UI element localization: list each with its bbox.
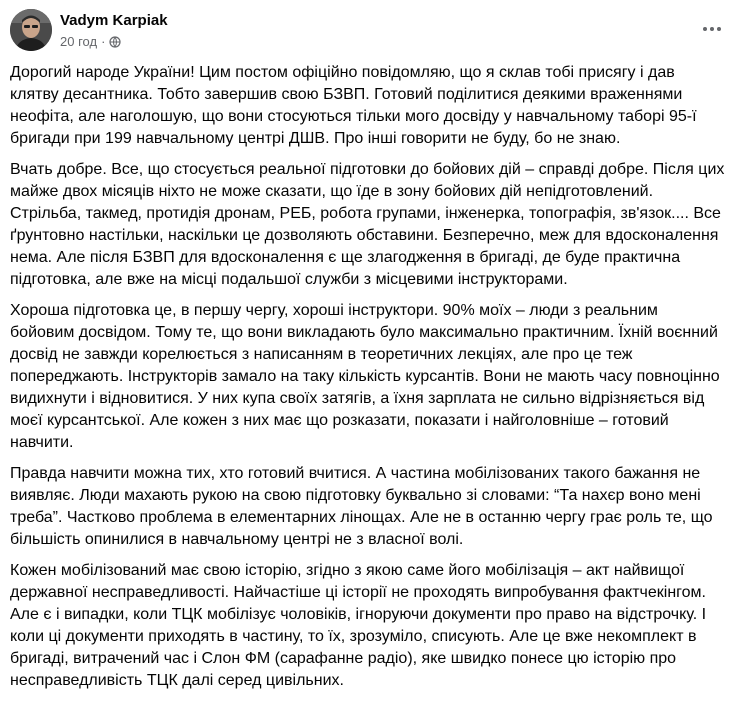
more-options-button[interactable]: [698, 15, 726, 43]
meta-separator: ·: [101, 34, 106, 49]
globe-icon[interactable]: [109, 36, 121, 48]
author-name-link[interactable]: Vadym Karpiak: [60, 12, 168, 29]
post-paragraph: Правда навчити можна тих, хто готовий вчитися. А частина мобілізованих такого бажання не виявляє. Люди махають рукою на свою підготовку буквально зі словами: “Та нахєр воно мені треба”. Частково проблема в елементарних лінощах. Але не в останню чергу грає роль те, що більшість опинилися в навчальному центрі не з власної волі.: [10, 465, 713, 548]
post-timestamp[interactable]: 20 год: [60, 34, 98, 49]
post-header: [10, 9, 730, 55]
avatar[interactable]: [10, 9, 52, 51]
post-body: [10, 62, 726, 701]
post-paragraph: Вчать добре. Все, що стосується реальної підготовки до бойових дій – справді добре. Після цих майже двох місяців ніхто не може сказати, що їде в зону бойових дій непідготовлений. Стрільба, такмед, протидія дронам, РЕБ, робота групами, інженерка, топографія, зв'язок.... Все ґрунтовно настільки, наскільки це дозволяють обставини. Безперечно, меж для вдосконалення нема. Але після БЗВП для вдосконалення є ще злагодження в бригаді, де буде практична підготовка, але вже на місці подальшої служби з місцевими інструкторами.: [10, 161, 725, 288]
post-paragraph: Дорогий народе України! Цим постом офіційно повідомляю, що я склав тобі присягу і дав клятву десантника. Тобто завершив свою БЗВП. Готовий поділитися деякими враженнями неофіта, але наголошую, що вони стосуються тільки мого досвіду у навчальному таборі 95-ї бригади при 199 навчальному центрі ДШВ. Про інші говорити не буду, бо не знаю.: [10, 64, 697, 147]
post-paragraph: Кожен мобілізований має свою історію, згідно з якою саме його мобілізація – акт найвищої державної несправедливості. Найчастіше ці історії не проходять випробування фактчекінгом. Але є і випадки, коли ТЦК мобілізує чоловіків, ігноруючи документи про право на відстрочку. І коли ці документи приходять в частину, то їх, зрозуміло, списують. Але це вже некомплект в бригаді, витрачений час і Слон ФМ (сарафанне радіо), яке швидко понесе цю історію про несправедливість ТЦК далі серед цивільних.: [10, 562, 707, 689]
avatar-photo-icon: [10, 9, 52, 51]
post-paragraph: Хороша підготовка це, в першу чергу, хороші інструктори. 90% моїх – люди з реальним бойовим досвідом. Тому те, що вони викладають було максимально практичним. Їхній воєнний досвід не завжди корелюється з написанням в теоретичних лекціях, але про це теж попереджають. Інструкторів замало на таку кількість курсантів. Вони не мають часу повноцінно видихнути і відновитися. У них купа своїх затягів, а їхня зарплата не сильно відрізняється від моєї курсантської. Але кожен з них має що розказати, показати і найголовніше – готовий навчити.: [10, 302, 720, 451]
more-options-icon: [702, 26, 722, 32]
post-meta: [60, 34, 121, 50]
